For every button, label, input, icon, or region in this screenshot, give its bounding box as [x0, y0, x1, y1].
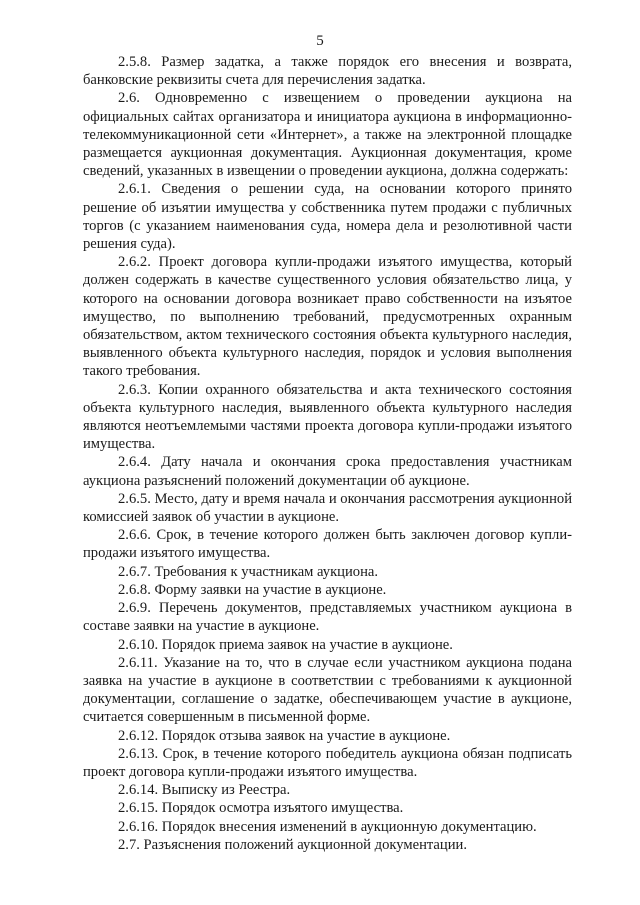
paragraph-2-6-4: 2.6.4. Дату начала и окончания срока предоставления участникам аукциона разъяснений положений документации об аукционе.: [83, 454, 572, 489]
paragraph-2-6-2: 2.6.2. Проект договора купли-продажи изъятого имущества, который должен содержать в качестве существенного условия обязательство лица, у которого на основании договора возникает право собственности на изъятое имущество, по выполнению требований, предусмотренных охранным обязательством, актом технического состояния объекта культурного наследия, выявленного объекта культурного наследия, порядок и условия выполнения такого требования.: [83, 254, 572, 380]
paragraph-2-6-14: 2.6.14. Выписку из Реестра.: [118, 782, 291, 799]
paragraph-2-6-7: 2.6.7. Требования к участникам аукциона.: [118, 563, 379, 580]
paragraph-2-6-12: 2.6.12. Порядок отзыва заявок на участие в аукционе.: [118, 727, 451, 744]
paragraph-2-6-9: 2.6.9. Перечень документов, представляемых участником аукциона в составе заявки на участие в аукционе.: [83, 600, 572, 635]
page-number: 5: [316, 33, 324, 49]
paragraph-2-6-11: 2.6.11. Указание на то, что в случае если участником аукциона подана заявка на участие в аукционе в соответствии с требованиями к аукционной документации, соглашение о задатке, обеспечивающем участие в аукционе, считается совершенным в письменной форме.: [83, 654, 572, 726]
paragraph-2-6-15: 2.6.15. Порядок осмотра изъятого имущества.: [118, 800, 404, 817]
paragraph-2-6-5: 2.6.5. Место, дату и время начала и окончания рассмотрения аукционной комиссией заявок об участии в аукционе.: [83, 490, 572, 526]
paragraph-2-5-8: 2.5.8. Размер задатка, а также порядок его внесения и возврата, банковские реквизиты счета для перечисления задатка.: [83, 54, 572, 89]
paragraph-2-6-6: 2.6.6. Срок, в течение которого должен быть заключен договор купли-продажи изъятого имущества.: [83, 527, 572, 562]
paragraph-2-6-1: 2.6.1. Сведения о решении суда, на основании которого принято решение об изъятии имущества у собственника путем продажи с публичных торгов (с указанием наименования суда, номера дела и резолютивной части решения суда).: [83, 181, 572, 253]
paragraph-2-6-16: 2.6.16. Порядок внесения изменений в аукционную документацию.: [118, 818, 537, 835]
document-body: [83, 53, 572, 854]
paragraph-2-6-3: 2.6.3. Копии охранного обязательства и акта технического состояния объекта культурного наследия, выявленного объекта культурного наследия являются неотъемлемыми частями проекта договора купли-продажи изъятого имущества.: [83, 381, 572, 453]
paragraph-2-6-8: 2.6.8. Форму заявки на участие в аукционе.: [118, 581, 387, 598]
paragraph-2-6-13: 2.6.13. Срок, в течение которого победитель аукциона обязан подписать проект договора купли-продажи изъятого имущества.: [83, 745, 572, 780]
paragraph-2-7: 2.7. Разъяснения положений аукционной документации.: [118, 836, 467, 853]
paragraph-2-6-10: 2.6.10. Порядок приема заявок на участие в аукционе.: [118, 636, 453, 653]
paragraph-2-6: 2.6. Одновременно с извещением о проведении аукциона на официальных сайтах организатора и инициатора аукциона в информационно-телекоммуникационной сети «Интернет», а также на электронной площадке размещается аукционная документация. Аукционная документация, кроме сведений, указанных в извещении о проведении аукциона, должна содержать:: [83, 90, 572, 180]
